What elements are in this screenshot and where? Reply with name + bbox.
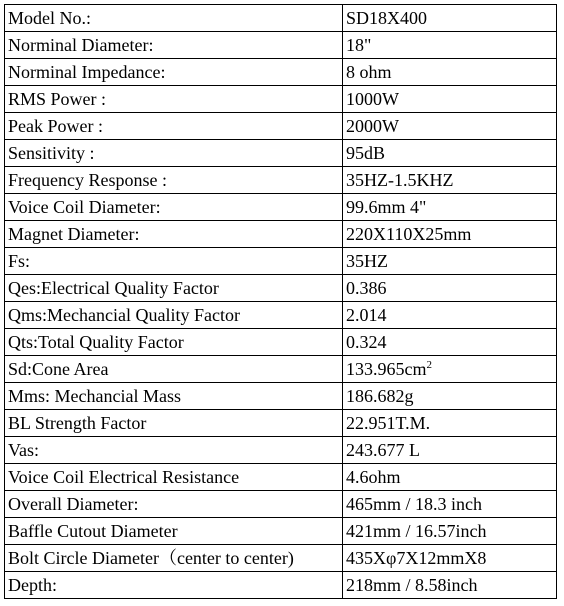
spec-row-sensitivity <box>5 140 557 167</box>
spec-row-peak-power <box>5 113 557 140</box>
spec-value: SD18X400 <box>343 5 557 32</box>
spec-value: 99.6mm 4" <box>343 194 557 221</box>
spec-value: 2.014 <box>343 302 557 329</box>
spec-value: 465mm / 18.3 inch <box>343 491 557 518</box>
spec-value: 218mm / 8.58inch <box>343 572 557 599</box>
spec-label: BL Strength Factor <box>5 410 343 437</box>
spec-row-magnet-diameter <box>5 221 557 248</box>
spec-label: Baffle Cutout Diameter <box>5 518 343 545</box>
spec-row-model <box>5 5 557 32</box>
spec-row-qes <box>5 275 557 302</box>
spec-value: 243.677 L <box>343 437 557 464</box>
spec-value: 220X110X25mm <box>343 221 557 248</box>
spec-label: Qts:Total Quality Factor <box>5 329 343 356</box>
spec-label: Fs: <box>5 248 343 275</box>
spec-value: 2000W <box>343 113 557 140</box>
spec-label: Norminal Impedance: <box>5 59 343 86</box>
speaker-spec-table <box>4 4 557 599</box>
spec-value: 1000W <box>343 86 557 113</box>
spec-row-voice-coil-diameter <box>5 194 557 221</box>
spec-row-bolt-circle <box>5 545 557 572</box>
spec-value: 22.951T.M. <box>343 410 557 437</box>
spec-row-mms <box>5 383 557 410</box>
spec-row-baffle-cutout <box>5 518 557 545</box>
spec-value: 18" <box>343 32 557 59</box>
spec-row-rms-power <box>5 86 557 113</box>
spec-label: Model No.: <box>5 5 343 32</box>
spec-row-nominal-diameter <box>5 32 557 59</box>
spec-row-depth <box>5 572 557 599</box>
spec-label: Voice Coil Diameter: <box>5 194 343 221</box>
spec-value: 435Xφ7X12mmX8 <box>343 545 557 572</box>
spec-value: 8 ohm <box>343 59 557 86</box>
spec-label: Magnet Diameter: <box>5 221 343 248</box>
spec-label: Overall Diameter: <box>5 491 343 518</box>
spec-label: Mms: Mechancial Mass <box>5 383 343 410</box>
spec-label: Sd:Cone Area <box>5 356 343 383</box>
spec-value: 0.324 <box>343 329 557 356</box>
spec-row-voice-coil-resistance <box>5 464 557 491</box>
spec-value: 95dB <box>343 140 557 167</box>
spec-value: 35HZ-1.5KHZ <box>343 167 557 194</box>
spec-row-bl <box>5 410 557 437</box>
spec-row-vas <box>5 437 557 464</box>
spec-value: 0.386 <box>343 275 557 302</box>
spec-row-frequency-response <box>5 167 557 194</box>
spec-label: Sensitivity : <box>5 140 343 167</box>
spec-value: 421mm / 16.57inch <box>343 518 557 545</box>
spec-row-nominal-impedance <box>5 59 557 86</box>
spec-value-superscript: 2 <box>426 359 432 371</box>
spec-label: Frequency Response : <box>5 167 343 194</box>
spec-label: RMS Power : <box>5 86 343 113</box>
spec-value: 4.6ohm <box>343 464 557 491</box>
spec-value: 186.682g <box>343 383 557 410</box>
spec-value: 133.965cm <box>346 359 427 379</box>
spec-value-cell <box>343 356 557 383</box>
spec-row-sd-cone-area <box>5 356 557 383</box>
spec-label: Depth: <box>5 572 343 599</box>
spec-row-fs <box>5 248 557 275</box>
spec-row-qms <box>5 302 557 329</box>
spec-label: Vas: <box>5 437 343 464</box>
spec-value: 35HZ <box>343 248 557 275</box>
spec-row-overall-diameter <box>5 491 557 518</box>
spec-label: Voice Coil Electrical Resistance <box>5 464 343 491</box>
spec-label: Norminal Diameter: <box>5 32 343 59</box>
spec-label: Qms:Mechancial Quality Factor <box>5 302 343 329</box>
spec-label: Bolt Circle Diameter（center to center) <box>5 545 343 572</box>
spec-label: Qes:Electrical Quality Factor <box>5 275 343 302</box>
spec-row-qts <box>5 329 557 356</box>
spec-label: Peak Power : <box>5 113 343 140</box>
